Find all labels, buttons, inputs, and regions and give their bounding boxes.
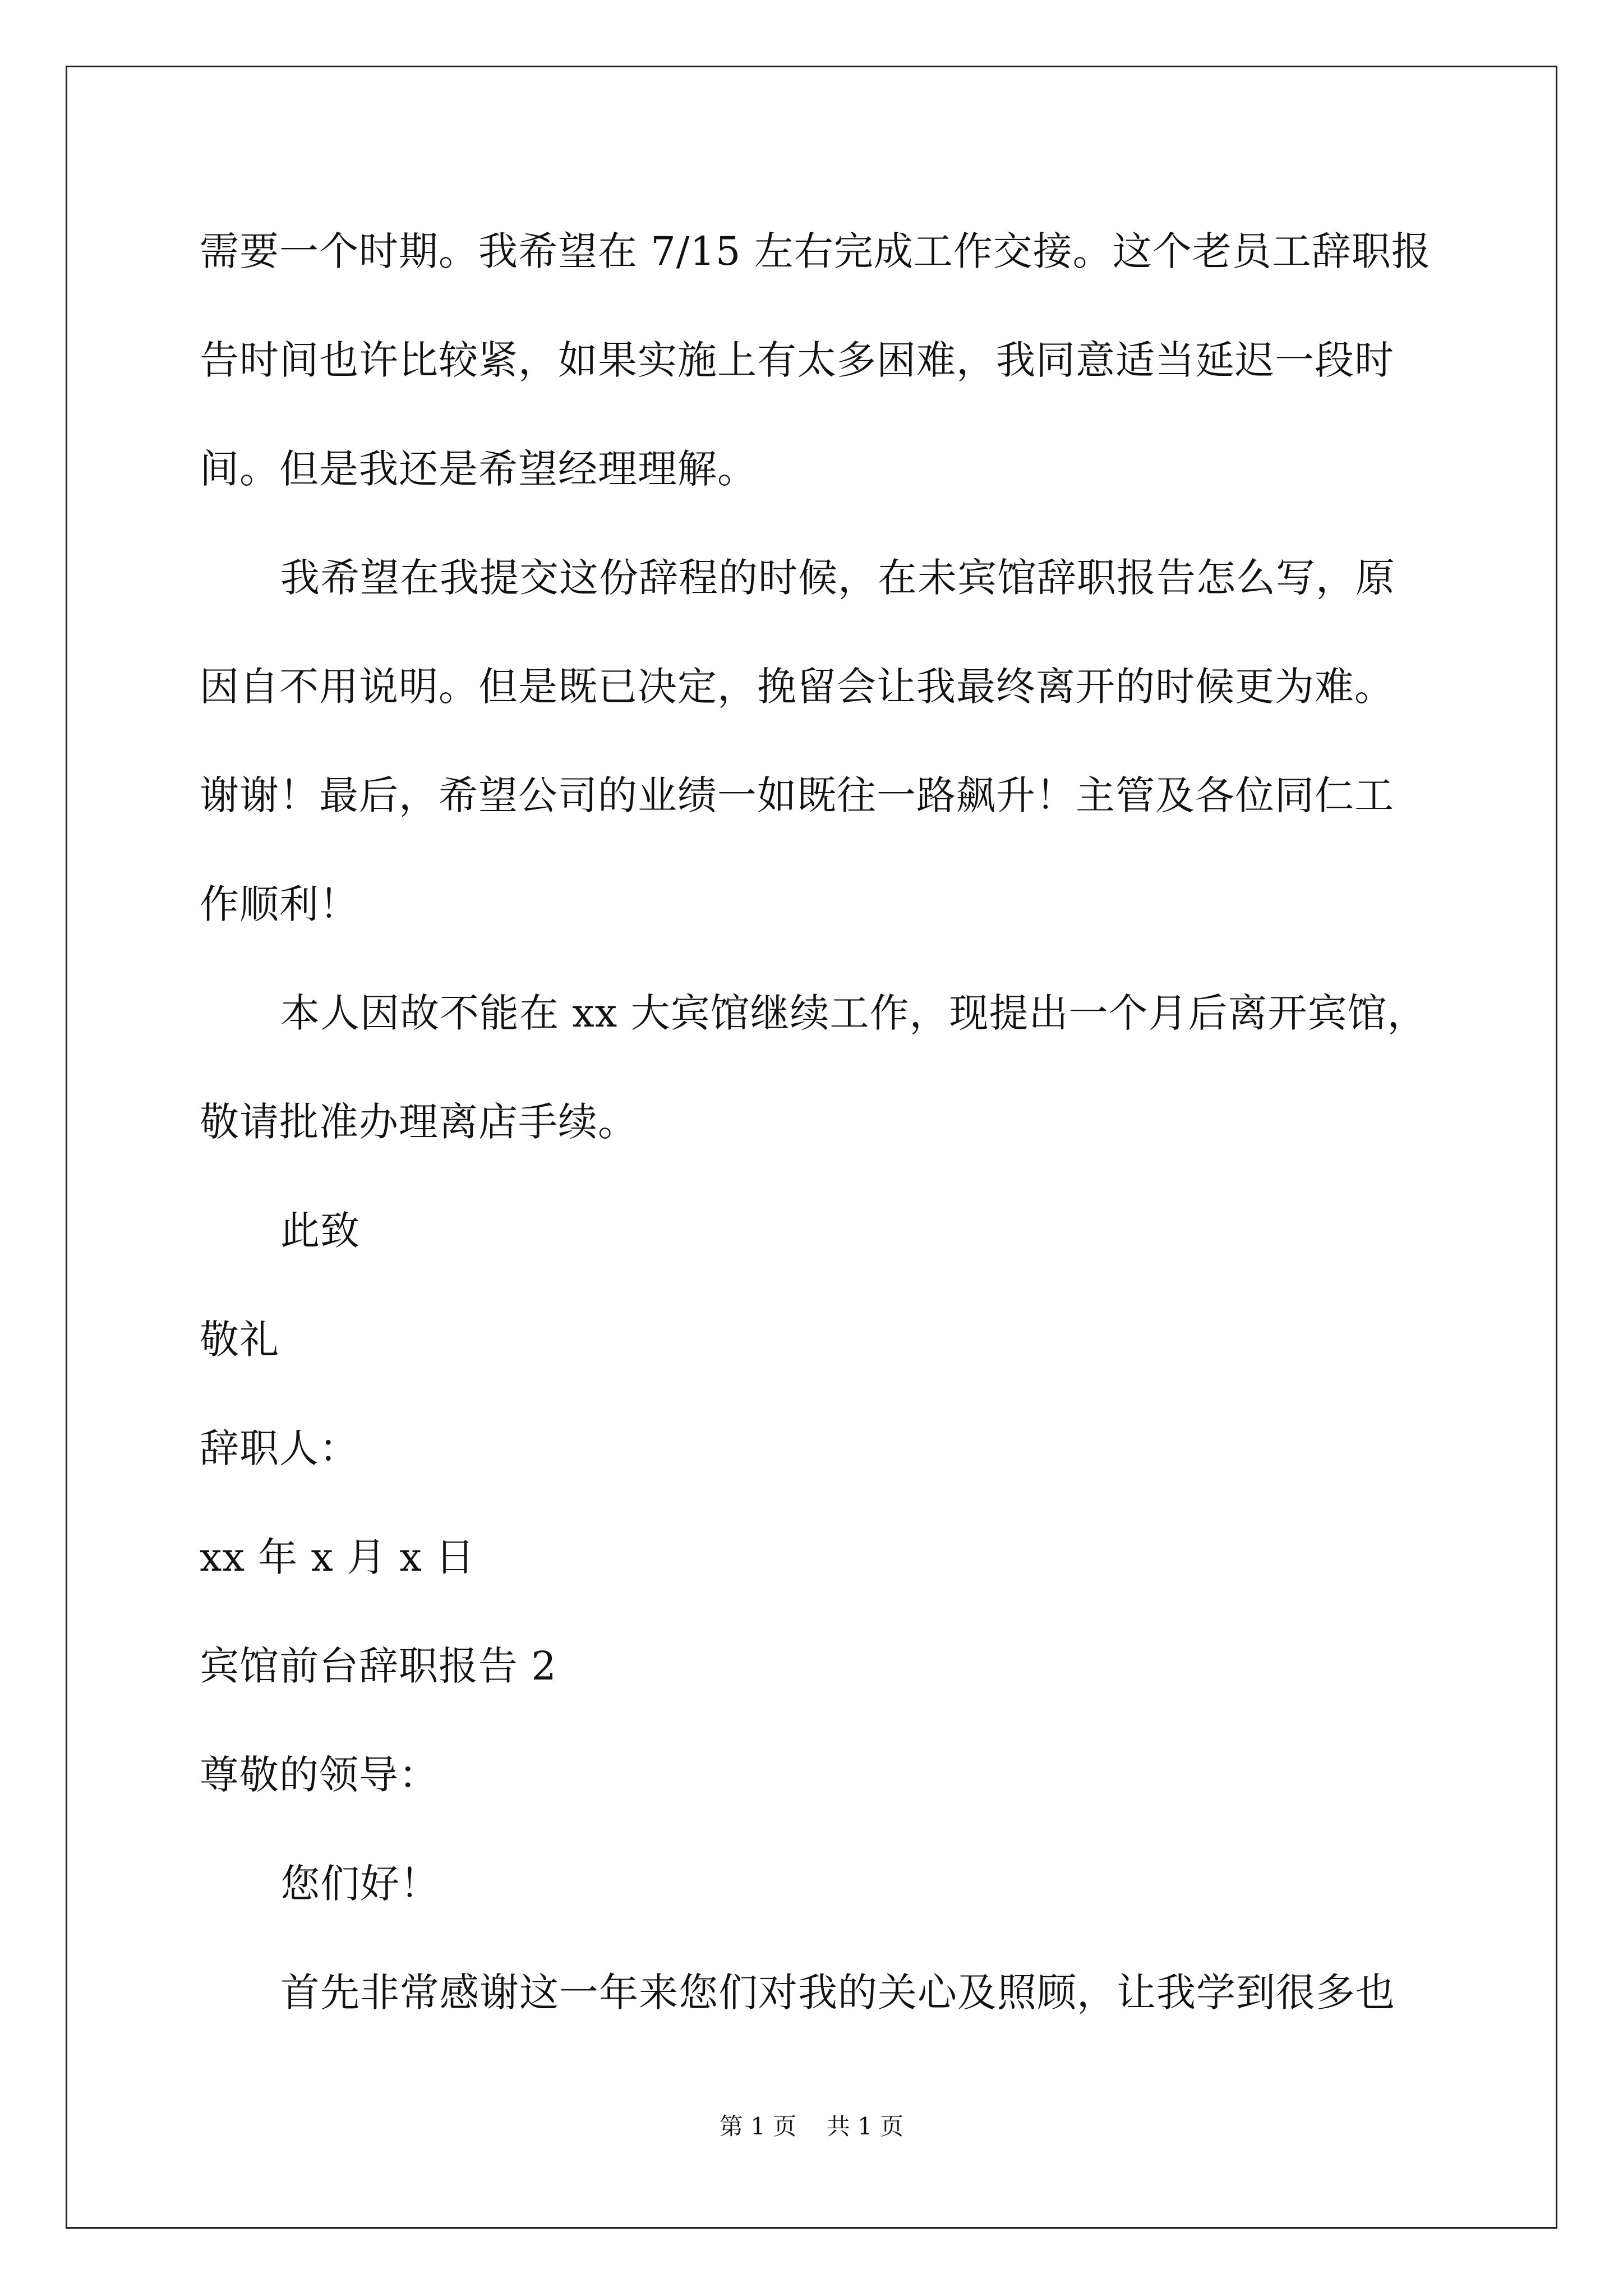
greeting: 尊敬的领导： [200,1752,439,1798]
body-line-9: 敬请批准办理离店手续。 [200,1099,638,1145]
closing-regards: 敬礼 [200,1317,279,1363]
body-line-5: 因自不用说明。但是既已决定，挽留会让我最终离开的时候更为难。 [200,664,1394,710]
body-line-7: 作顺利！ [200,881,359,927]
date-line: xx 年 x 月 x 日 [200,1534,476,1580]
body-line-1: 需要一个时期。我希望在 7/15 左右完成工作交接。这个老员工辞职报 [200,228,1431,274]
page-number-footer: 第 1 页 共 1 页 [719,2113,904,2140]
greeting-hello: 您们好！ [280,1861,440,1907]
closing-salutation: 此致 [280,1208,360,1254]
body-line-4: 我希望在我提交这份辞程的时候，在未宾馆辞职报告怎么写，原 [280,555,1395,601]
body-line-6: 谢谢！最后，希望公司的业绩一如既往一路飙升！主管及各位同仁工 [200,772,1394,818]
signature-label: 辞职人： [200,1425,359,1471]
body-line-3: 间。但是我还是希望经理理解。 [200,446,757,492]
body-line-2: 告时间也许比较紧，如果实施上有太多困难，我同意适当延迟一段时 [200,337,1394,383]
section-title: 宾馆前台辞职报告 2 [200,1643,557,1689]
body-line-last: 首先非常感谢这一年来您们对我的关心及照顾，让我学到很多也 [280,1970,1395,2016]
body-line-8: 本人因故不能在 xx 大宾馆继续工作，现提出一个月后离开宾馆， [280,990,1427,1036]
